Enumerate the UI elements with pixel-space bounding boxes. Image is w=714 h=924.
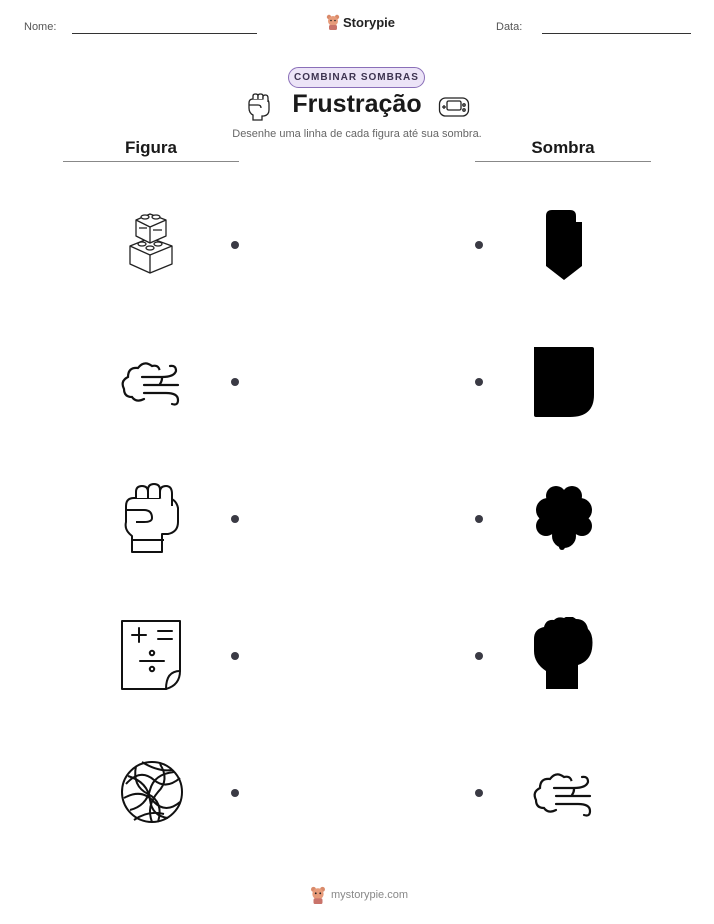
- fist-shadow: [526, 617, 602, 693]
- math-worksheet-shadow: [526, 343, 602, 419]
- shadow-dot-2[interactable]: [475, 378, 483, 386]
- game-controller-icon: [438, 96, 470, 118]
- column-underline-left: [63, 161, 239, 162]
- figure-dot-2[interactable]: [231, 378, 239, 386]
- wind-cloud-icon: [526, 754, 602, 830]
- shadow-dot-1[interactable]: [475, 241, 483, 249]
- date-label: Data:: [496, 21, 523, 33]
- tangled-yarn-icon: [114, 754, 190, 830]
- wind-cloud-icon: [114, 343, 190, 419]
- tangled-yarn-shadow: [526, 480, 602, 556]
- instructions-text: Desenhe uma linha de cada figura até sua sombra.: [232, 128, 482, 140]
- bear-logo-icon: [310, 886, 326, 904]
- page-title: Frustração: [292, 90, 422, 118]
- activity-badge: COMBINAR SOMBRAS: [288, 67, 425, 88]
- name-label: Nome:: [24, 21, 57, 33]
- column-header-sombra: Sombra: [531, 138, 595, 157]
- shadow-dot-4[interactable]: [475, 652, 483, 660]
- column-underline-right: [475, 161, 651, 162]
- brand-name: Storypie: [343, 14, 396, 30]
- shadow-dot-3[interactable]: [475, 515, 483, 523]
- lego-bricks-shadow: [526, 206, 602, 282]
- footer: [310, 886, 408, 904]
- date-line: [542, 33, 691, 34]
- name-line: [72, 33, 257, 34]
- shadow-dot-5[interactable]: [475, 789, 483, 797]
- column-header-figura: Figura: [125, 138, 177, 157]
- brand-logo: [326, 14, 395, 30]
- fist-icon: [114, 480, 190, 556]
- figure-dot-1[interactable]: [231, 241, 239, 249]
- bear-logo-icon: [326, 14, 340, 30]
- footer-url[interactable]: mystorypie.com: [331, 889, 409, 901]
- math-worksheet-icon: [114, 617, 190, 693]
- figure-dot-3[interactable]: [231, 515, 239, 523]
- figure-dot-5[interactable]: [231, 789, 239, 797]
- lego-bricks-icon: [114, 206, 190, 282]
- figure-dot-4[interactable]: [231, 652, 239, 660]
